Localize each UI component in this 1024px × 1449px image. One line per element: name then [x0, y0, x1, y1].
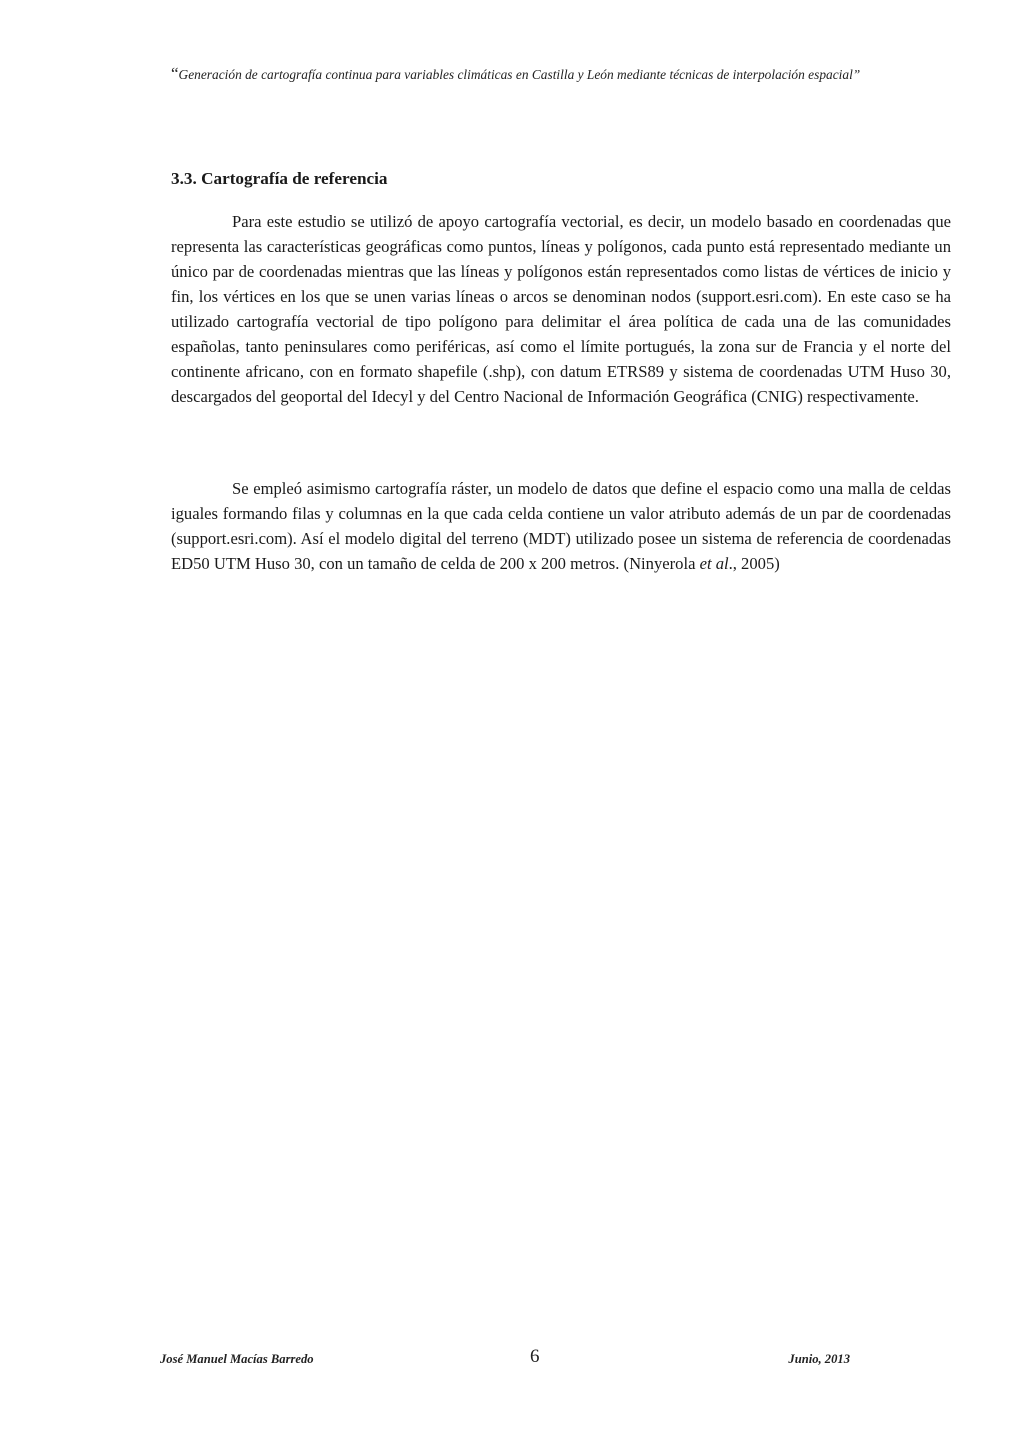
paragraph-vector-cartography: Para este estudio se utilizó de apoyo cartografía vectorial, es decir, un modelo basado en coordenadas que representa las características geográficas como puntos, líneas y polígonos, cada punto está representado mediante un único par de coordenadas mientras que las líneas y polígonos están representados como listas de vértices de inicio y fin, los vértices en los que se unen varias líneas o arcos se denominan nodos (support.esri.com). En este caso se ha utilizado cartografía vectorial de tipo polígono para delimitar el área política de cada una de las comunidades españolas, tanto peninsulares como periféricas, así como el límite portugués, la zona sur de Francia y el norte del continente africano, con en formato shapefile (.shp), con datum ETRS89 y sistema de coordenadas UTM Huso 30, descargados del geoportal del Idecyl y del Centro Nacional de Información Geográfica (CNIG) respectivamente. [171, 212, 951, 406]
footer-date: Junio, 2013 [788, 1352, 850, 1366]
paragraph-text-before-citation: Se empleó asimismo cartografía ráster, un modelo de datos que define el espacio como una malla de celdas iguales formando filas y columnas en la que cada celda contiene un valor atributo además de un par de coordenadas (support.esri.com). Así el modelo digital del terreno (MDT) utilizado posee un sistema de referencia de coordenadas ED50 UTM Huso 30, con un tamaño de celda de 200 x 200 metros. (Ninyerola [171, 479, 951, 573]
page-footer [160, 1346, 850, 1376]
running-header [171, 64, 931, 85]
section-heading: 3.3. Cartografía de referencia [171, 169, 388, 188]
footer-author: José Manuel Macías Barredo [160, 1352, 314, 1366]
citation-et-al: et al [699, 554, 729, 573]
paragraph-text-after-citation: ., 2005) [728, 554, 780, 573]
page-number: 6 [530, 1346, 540, 1367]
header-open-quote: “ [171, 64, 179, 83]
header-title: Generación de cartografía continua para variables climáticas en Castilla y León mediante técnicas de interpolación espacial” [178, 67, 861, 82]
paragraph-raster-cartography [171, 476, 951, 576]
